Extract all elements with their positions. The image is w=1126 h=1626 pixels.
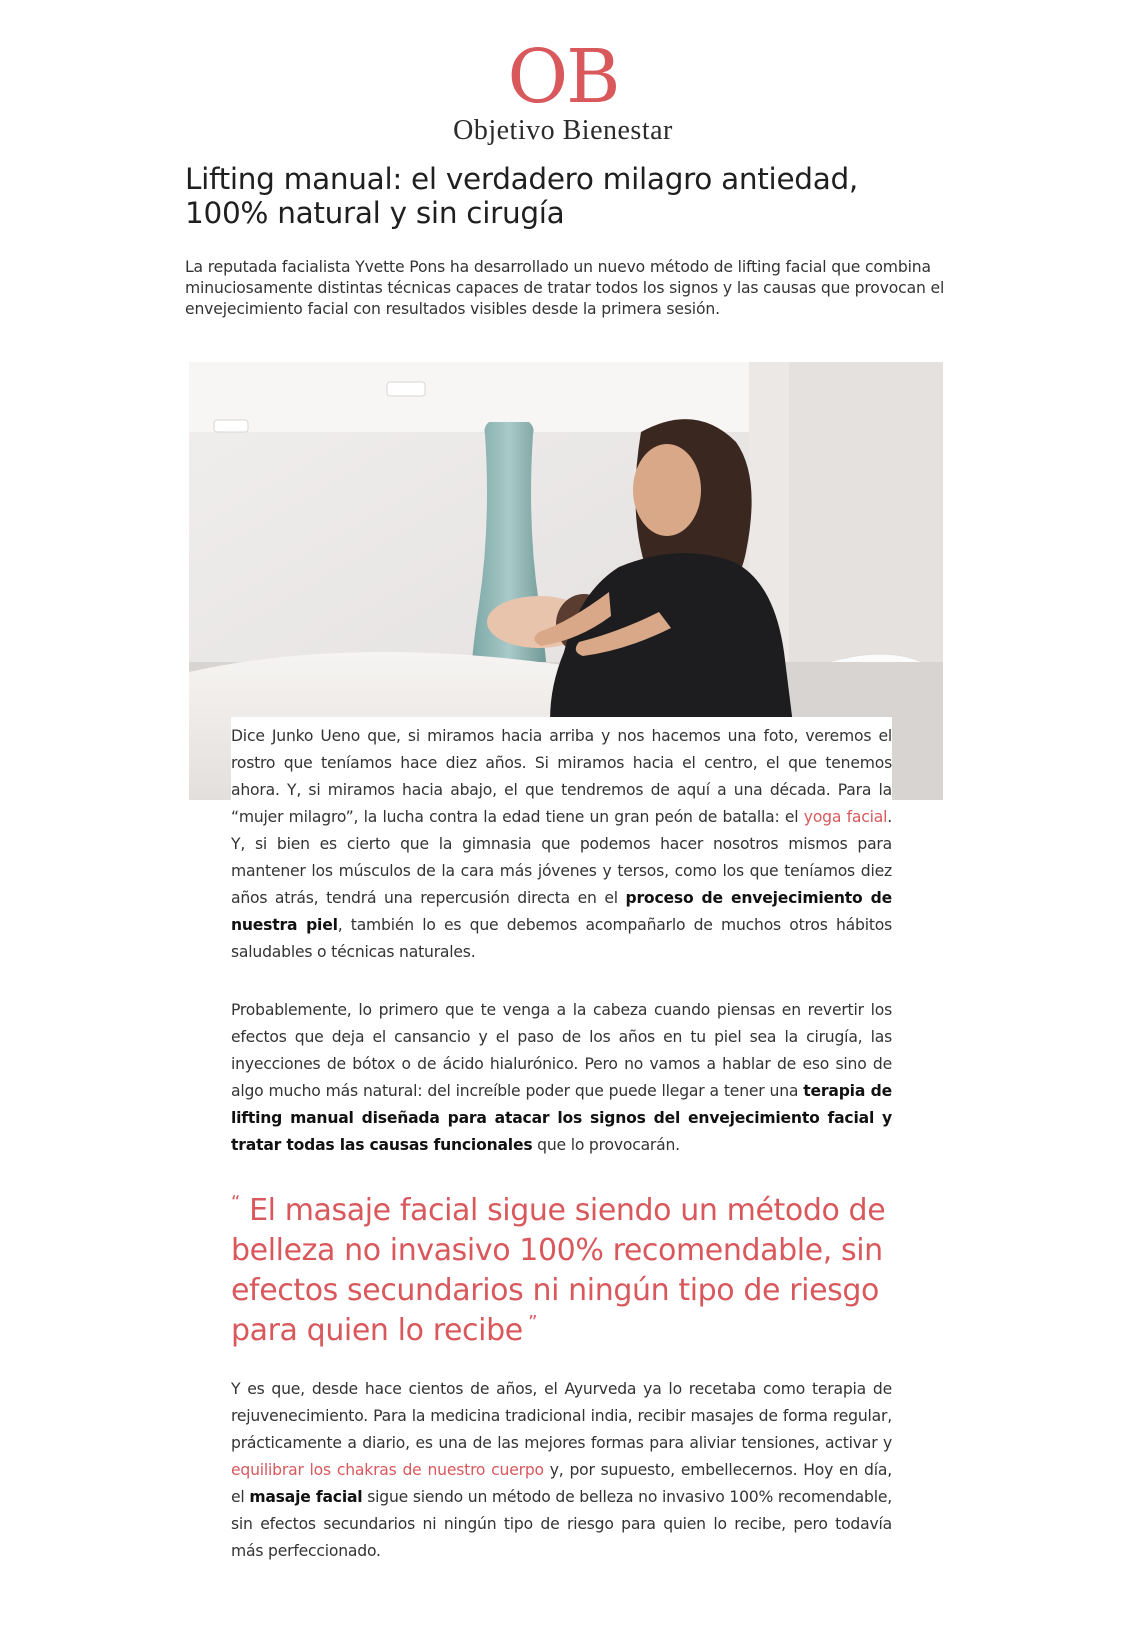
brand-name: Objetivo Bienestar bbox=[453, 115, 673, 146]
quote-open-mark: “ bbox=[231, 1192, 240, 1213]
paragraph-3-text-b: y, por supuesto, embellecernos. Hoy en día, el bbox=[231, 1461, 892, 1506]
article-paragraph-1 bbox=[231, 717, 892, 966]
paragraph-2-bold: terapia de lifting manual diseñada para atacar los signos del envejecimiento facial y tratar todas las causas funcionales bbox=[231, 1082, 892, 1154]
paragraph-1-text-a: Dice Junko Ueno que, si miramos hacia arriba y nos hacemos una foto, veremos el rostro que teníamos hace diez años. Si miramos hacia el centro, el que tenemos ahora. Y, si miramos hacia abajo, el que tendremos de aquí a una década. Para la “mujer milagro”, la lucha contra la edad tiene un gran peón de batalla: el bbox=[231, 727, 892, 826]
chakras-link[interactable]: equilibrar los chakras de nuestro cuerpo bbox=[231, 1461, 544, 1479]
article-title bbox=[185, 162, 945, 230]
article-title-line-2: 100% natural y sin cirugía bbox=[185, 196, 565, 230]
paragraph-2-text-a: Probablemente, lo primero que te venga a la cabeza cuando piensas en revertir los efectos que deja el cansancio y el paso de los años en tu piel sea la cirugía, las inyecciones de bótox o de ácido hialurónico. Pero no vamos a hablar de eso sino de algo mucho más natural: del increíble poder que puede llegar a tener una bbox=[231, 1001, 892, 1100]
paragraph-1-bold: proceso de envejecimiento de nuestra piel bbox=[231, 889, 892, 934]
brand-mark: OB bbox=[507, 34, 619, 120]
article-paragraph-2 bbox=[231, 997, 892, 1159]
article-lede: La reputada facialista Yvette Pons ha desarrollado un nuevo método de lifting facial que combina minuciosamente distintas técnicas capaces de tratar todos los signos y las causas que provocan el envejecimiento facial con resultados visibles desde la primera sesión. bbox=[185, 258, 945, 318]
quote-close-mark: ” bbox=[522, 1312, 538, 1333]
paragraph-1-text-b: . Y, si bien es cierto que la gimnasia que podemos hacer nosotros mismos para mantener los músculos de la cara más jóvenes y tersos, como los que teníamos diez años atrás, tendrá una repercusión directa en el bbox=[231, 808, 892, 907]
pull-quote bbox=[231, 1191, 921, 1351]
paragraph-3-bold: masaje facial bbox=[249, 1488, 363, 1506]
article-title-line-1: Lifting manual: el verdadero milagro antiedad, bbox=[185, 162, 859, 196]
paragraph-3-text-a: Y es que, desde hace cientos de años, el Ayurveda ya lo recetaba como terapia de rejuvenecimiento. Para la medicina tradicional india, recibir masajes de forma regular, prácticamente a diario, es una de las mejores formas para aliviar tensiones, activar y bbox=[231, 1380, 892, 1452]
article-paragraph-3 bbox=[231, 1376, 892, 1565]
paragraph-3-text-c: sigue siendo un método de belleza no invasivo 100% recomendable, sin efectos secundarios ni ningún tipo de riesgo para quien lo recibe, pero todavía más perfeccionado. bbox=[231, 1488, 892, 1560]
yoga-facial-link[interactable]: yoga facial bbox=[803, 808, 888, 826]
paragraph-2-text-b: que lo provocarán. bbox=[532, 1136, 680, 1154]
paragraph-1-text-c: , también lo es que debemos acompañarlo de muchos otros hábitos saludables o técnicas naturales. bbox=[231, 916, 893, 961]
brand-logo[interactable] bbox=[0, 34, 1126, 146]
pull-quote-text: El masaje facial sigue siendo un método de belleza no invasivo 100% recomendable, sin efectos secundarios ni ningún tipo de riesgo para quien lo recibe bbox=[231, 1193, 886, 1348]
